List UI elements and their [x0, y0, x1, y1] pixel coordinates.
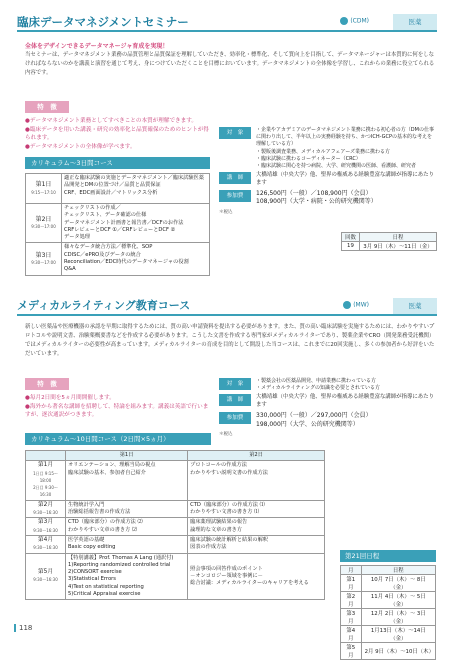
course1-header: [17, 14, 437, 32]
table-row: [26, 174, 210, 204]
course1-features: [25, 117, 210, 151]
feature-item: ●データマネジメントの全体像が学べます。: [25, 143, 136, 150]
fee-note: ＊税込: [219, 209, 233, 215]
schedule-date: 10月 7日（木）～ 8日（金）: [361, 575, 435, 592]
table-row: [341, 575, 436, 592]
table-row: [26, 243, 210, 275]
schedule-date: 2月 9日（木）～10日（木）: [361, 643, 435, 660]
lecturer-label: 講 師: [219, 172, 251, 184]
day-content: 適正な臨床試験の実施とデータマネジメント／臨床試験医薬品開発とDMの位置づけ／品質と品質保証 CRF、EDC画面設計／マトリックス分析: [62, 174, 210, 204]
schedule-date: 3月 9日（木）～11日（金）: [359, 242, 436, 251]
table-row: [26, 535, 325, 553]
schedule-date: 12月 2日（木）～ 3日（金）: [361, 609, 435, 626]
course1-curriculum-label: カリキュラム～3日間コース: [25, 157, 210, 169]
day2-content: プロトコールの作成方法 わかりやすい説明文書の作成方法: [188, 461, 325, 500]
course2-curriculum-table: [25, 450, 325, 600]
course2-category-badge: 医薬: [393, 298, 437, 314]
day-time: 9:30～17:00: [31, 224, 56, 230]
day1-content: CTD（臨床部分）の作成方法 ⑵ わかりやすい文章の書き方 ⑵: [66, 518, 188, 536]
schedule-date: 11月 4日（木）～ 5日（金）: [361, 592, 435, 609]
feature-item: ●毎月2日間を5ヵ月間開催します。: [25, 395, 115, 401]
lecturer-text: 大橋靖雄（中央大学）他、聖界の権威ある経験豊富な講師が指導にあたります: [256, 394, 434, 409]
course1-info: [219, 127, 435, 217]
fee-label: 参加費: [219, 412, 251, 424]
table-row: [26, 204, 210, 243]
month-label: 第3月: [37, 519, 54, 526]
schedule-no: 第5月: [341, 643, 362, 660]
table-row: [26, 500, 325, 518]
schedule-header: 日程: [359, 233, 436, 242]
table-row: [341, 592, 436, 609]
target-label: 対 象: [219, 127, 251, 139]
day-label: 第3日: [35, 251, 52, 259]
curriculum-header: 第1日: [66, 451, 188, 461]
lecturer-label: 講 師: [219, 394, 251, 406]
table-row: [26, 518, 325, 536]
day-time: 9:30～17:00: [31, 260, 56, 266]
curriculum-header: 第2日: [188, 451, 325, 461]
day2-content: CTD（臨床部分）の作成方法 ⑴ わかりやすい文書の書き方 ⑴: [188, 500, 325, 518]
schedule-no: 第1月: [341, 575, 362, 592]
month-time: 9:30～16:30: [33, 510, 58, 516]
course1-lead-text: 当セミナーは、データマネジメント業務の品質管理と品質保証を理解していただき、効率化・標準化、そして質向上を目指して、データマネージャーは本質的に何をしなければならないのかを講義と演習を通じて考え、身につけていただくことを目標においています。データマネジメントの全体像を学習し、これからの業務に役立てられる内容です。: [25, 52, 435, 76]
day1-content: 医学英語の基礎 Basic copy editing: [66, 535, 188, 553]
month-label: 第5月: [37, 569, 54, 576]
month-time: 9:30～16:30: [33, 577, 58, 583]
month-time: 9:30～16:30: [33, 527, 58, 533]
table-row: [341, 643, 436, 660]
day-label: 第2日: [35, 215, 52, 223]
feature-item: ●海外から著名な講師を招聘して、特論を組みます。講義は英語で行いますが、逐次通訳がつきます。: [25, 403, 209, 418]
course2-info: [219, 378, 435, 439]
course2-features-label: 特 徴: [25, 378, 69, 390]
month-label: 第2月: [37, 501, 54, 508]
table-row: [341, 609, 436, 626]
day-time: 9:15～17:10: [31, 189, 56, 195]
schedule-no: 19: [342, 242, 360, 251]
target-text: ・製薬会社の医薬品開発、申請業務に携わっている方 ・メディカルライティングの知識を必要とされている方: [256, 378, 380, 392]
course2-code: (MW): [343, 301, 369, 309]
table-row: [26, 553, 325, 600]
target-label: 対 象: [219, 378, 251, 390]
schedule-header: 日程: [361, 566, 435, 575]
course2-schedule-title: 第21回日程: [340, 550, 436, 562]
day2-content: 臨床薬理試験結果の報告 論理的な文章の書き方: [188, 518, 325, 536]
table-row: [341, 626, 436, 643]
schedule-no: 第2月: [341, 592, 362, 609]
course1-lead: [25, 42, 435, 78]
course2-schedule-table: [340, 565, 436, 660]
lecturer-text: 大橋靖雄（中央大学）他、聖界の権威ある経験豊富な講師が指導にあたります: [256, 172, 434, 187]
day2-content: 臨床試験の統計解析と結果の解釈 図表の作成方法: [188, 535, 325, 553]
day1-content: 【特別講義】Prof. Thomas A Lang (通訳付) 1)Reporting randomized controlled trial 2)CONSORT exercise 3)Statistical Errors 4)Test on statistical reporting 5)Critical Appraisal exercise: [66, 553, 188, 600]
feature-item: ●臨床データを用いた講義・研究の効率化と品質確保のためのヒントが得られます。: [25, 126, 209, 141]
schedule-header: 回数: [342, 233, 360, 242]
month-time: 1日目 9:15～18:00 2日目 9:30～16:30: [33, 470, 58, 498]
course2-curriculum-label: カリキュラム～10日間コース（2日間×5ヵ月）: [25, 433, 211, 445]
course1-headline: 全体をデザインできるデータマネージャ育成を実現！: [25, 43, 169, 50]
fee-text: 330,000円（一般）／297,000円（会員） 198,000円（大学、公的研究機関等）: [256, 412, 372, 428]
schedule-date: 1月13日（木）～14日（金）: [361, 626, 435, 643]
feature-item: ●データマネジメント業務としてすべきことの本質が理解できます。: [25, 118, 197, 124]
course1-title: 臨床データマネジメントセミナー: [17, 15, 189, 29]
day1-content: 生物統計学入門 治験総括報告書の作成方法: [66, 500, 188, 518]
month-time: 9:30～16:30: [33, 545, 58, 551]
day2-content: 照会事項の回答作成のポイント －オンコロジー領域を事例に－ 総合討議：メディカルライターのキャリアを考える: [188, 553, 325, 600]
fee-note: ＊税込: [219, 432, 233, 437]
course2-title: メディカルライティング教育コース: [17, 299, 191, 312]
month-label: 第1月: [37, 462, 54, 469]
schedule-header: 月: [341, 566, 362, 575]
day-label: 第1日: [35, 181, 52, 189]
day-content: チェックリストの作成／ チェックリスト、データ確認の仕様 データマネジメント計画書と報告書／DCFのお作法 CRFレビューとDCF ①／CRFレビューとDCF ② データ処理: [62, 204, 210, 243]
page-number: 118: [14, 624, 32, 632]
schedule-no: 第3月: [341, 609, 362, 626]
day-content: 様々なデータ統合方法／標準化、SOP CDISC／ePRO及びデータの統合 Reconciliation／EDC時代のデータマネージャの役割 Q&A: [62, 243, 210, 275]
fee-text: 126,500円（一般）／108,900円（会員） 108,900円（大学・病院・公的研究機関等）: [256, 189, 377, 206]
course1-category-badge: 医薬: [393, 14, 437, 30]
course2-lead: 新しい医薬品や医療機器の承認を早期に取得するためには、質の高い申請資料を提出する必要があります。また、質の高い臨床試験を実施するためには、わかりやすいプロトコルや説明文書、治験薬概要書などを作成する必要があります。こうした文書を作成する専門家がメディカルライターであり、製薬企業やCRO（開発業務受託機関）ではメディカルライターの必要性が高まっています。メディカルライターの育成を目的として開設した当コースは、これまでに20回実施し、多くの参加者から好評をいただいています。: [25, 324, 435, 357]
target-text: ・企業やアカデミアのデータマネジメント業務に携わる初心者の方（DMの仕事に関わり出して、半年以上の実務経験を持ち、かつICH-GCPの基本的な考えを理解している方） ・製販後調査業務、メディカルアフェアーズ業務に携わる方 ・臨床試験に携わるコーディネーター（CRC） ・臨床試験に関心を持つ病院、大学、研究機関の医師、看護師、研究者: [256, 127, 434, 170]
month-label: 第4月: [37, 536, 54, 543]
day1-content: オリエンテーション、理解当局の視点 臨床試験の基本、参加者自己紹介: [66, 461, 188, 500]
course1-features-label: 特 徴: [25, 101, 69, 113]
table-row: [26, 461, 325, 500]
table-row: [342, 242, 437, 251]
course1-curriculum-table: [25, 173, 210, 276]
fee-label: 参加費: [219, 190, 251, 202]
schedule-no: 第4月: [341, 626, 362, 643]
course1-code: (CDM): [340, 17, 369, 25]
course2-features: [25, 394, 210, 420]
course2-header: [17, 298, 437, 316]
course1-schedule-table: [341, 232, 437, 251]
